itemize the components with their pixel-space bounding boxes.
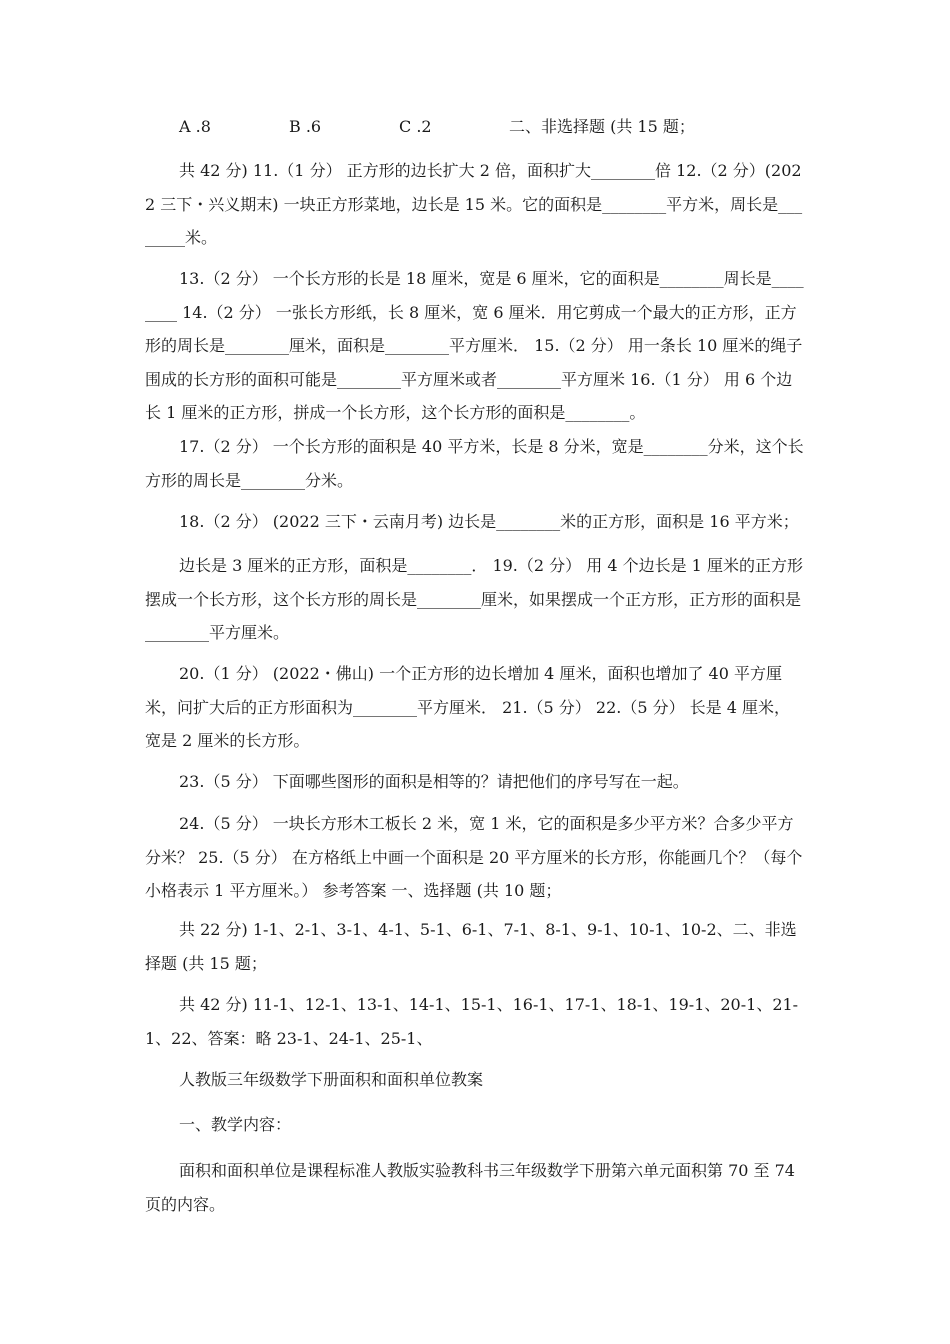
choice-c: C .2 xyxy=(399,117,432,136)
section-heading: 一、教学内容： xyxy=(179,1115,292,1134)
paragraph: 共 42 分) 11.（1 分） 正方形的边长扩大 2 倍，面积扩大________倍 12.（2 分）(2022 三下・兴义期末) 一块正方形菜地，边长是 15 米。它的面积是________平方米，周长是________米。 xyxy=(145,161,803,247)
paragraph: 20.（1 分） (2022・佛山) 一个正方形的边长增加 4 厘米，面积也增加了 40 平方厘米，问扩大后的正方形面积为________平方厘米． 21.（5 分） 22.（5 分） 长是 4 厘米，宽是 2 厘米的长方形。 xyxy=(145,664,791,750)
paragraph: 17.（2 分） 一个长方形的面积是 40 平方米，长是 8 分米，宽是________分米，这个长方形的周长是________分米。 xyxy=(145,437,804,490)
choice-a: A .8 xyxy=(179,117,211,136)
paragraph: 13.（2 分） 一个长方形的长是 18 厘米，宽是 6 厘米，它的面积是________周长是________ 14.（2 分） 一张长方形纸，长 8 厘米，宽 6 厘米．用它剪成一个最大的正方形，正方形的周长是________厘米，面积是________平方厘米． 15.（2 分） 用一条长 10 厘米的绳子围成的长方形的面积可能是________平方厘米或者________平方厘米 16.（1 分） 用 6 个边长 1 厘米的正方形，拼成一个长方形，这个长方形的面积是________。 xyxy=(145,269,804,422)
paragraph: 24.（5 分） 一块长方形木工板长 2 米，宽 1 米，它的面积是多少平方米？合多少平方分米？ 25.（5 分） 在方格纸上中画一个面积是 20 平方厘米的长方形，你能画几个？（每个小格表示 1 平方厘米。） 参考答案 一、选择题 (共 10 题； xyxy=(145,814,803,900)
choice-b: B .6 xyxy=(289,117,322,136)
choice-row xyxy=(179,112,695,142)
paragraph: 共 42 分) 11-1、12-1、13-1、14-1、15-1、16-1、17-1、18-1、19-1、20-1、21-1、22、答案：略 23-1、24-1、25-1、 xyxy=(145,995,799,1048)
section2-heading: 二、非选择题 (共 15 题； xyxy=(509,117,695,136)
paragraph: 18.（2 分） (2022 三下・云南月考) 边长是________米的正方形，面积是 16 平方米； xyxy=(179,512,799,531)
paragraph: 共 22 分) 1-1、2-1、3-1、4-1、5-1、6-1、7-1、8-1、9-1、10-1、10-2、二、非选择题 (共 15 题； xyxy=(145,920,797,973)
paragraph: 23.（5 分） 下面哪些图形的面积是相等的？请把他们的序号写在一起。 xyxy=(179,772,689,791)
paragraph: 面积和面积单位是课程标准人教版实验教科书三年级数学下册第六单元面积第 70 至 74 页的内容。 xyxy=(145,1161,795,1214)
paragraph: 边长是 3 厘米的正方形，面积是________． 19.（2 分） 用 4 个边长是 1 厘米的正方形摆成一个长方形，这个长方形的周长是________厘米，如果摆成一个正方形，正方形的面积是________平方厘米。 xyxy=(145,556,803,642)
doc-title: 人教版三年级数学下册面积和面积单位教案 xyxy=(179,1070,484,1089)
